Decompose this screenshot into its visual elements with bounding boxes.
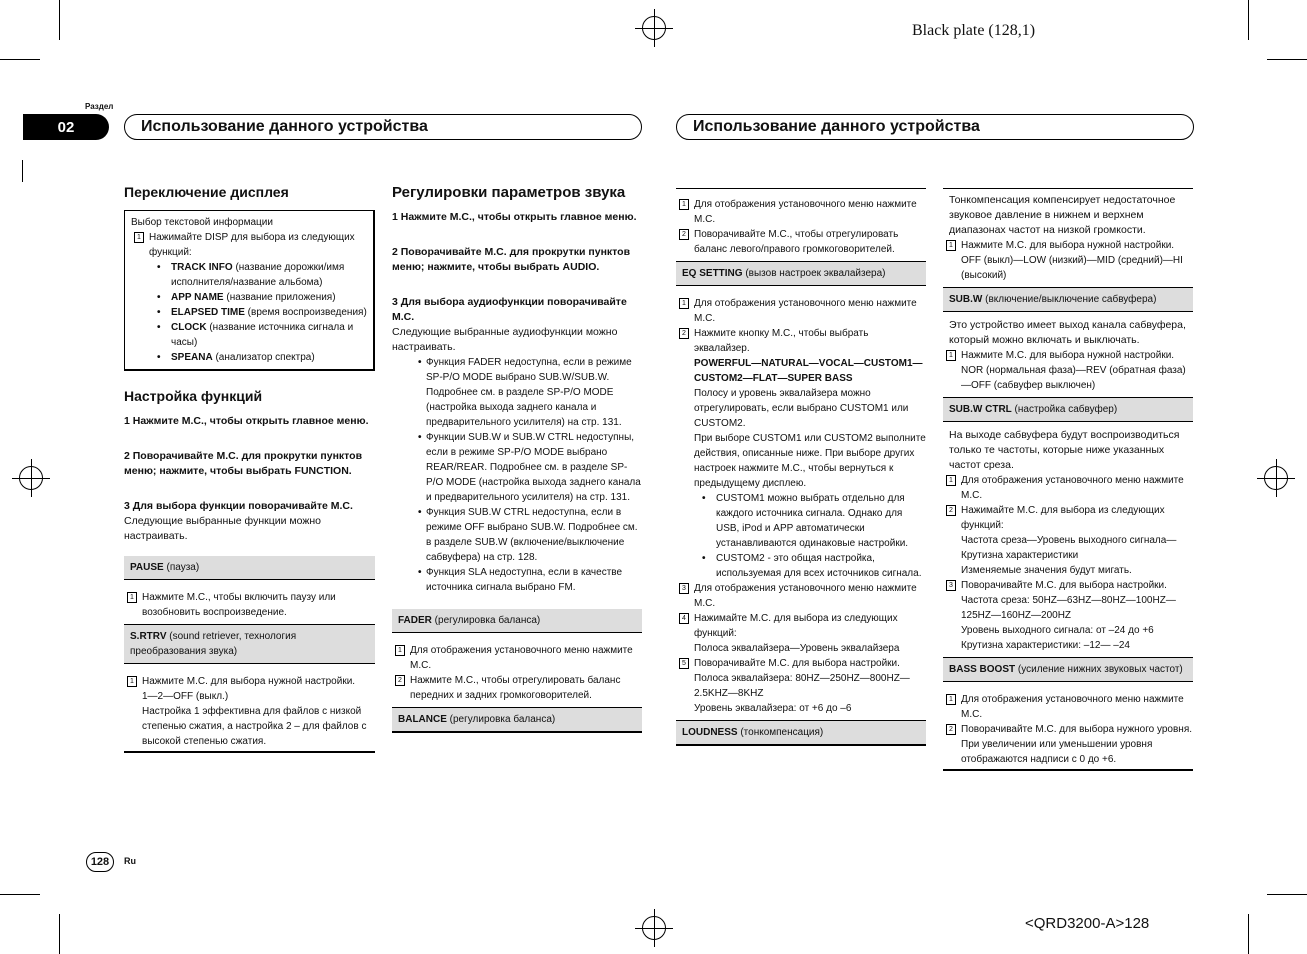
subw-bar: SUB.W (включение/выключение сабвуфера) bbox=[943, 287, 1193, 312]
step-3: 3 Для выбора функции поворачивайте M.C. bbox=[124, 500, 353, 512]
srtrv-values: 1—2—OFF (выкл.) bbox=[142, 691, 229, 702]
srtrv-note: Настройка 1 эффективна для файлов с низкой степенью сжатия, а настройка 2 – для файлов с высокой степенью сжатия. bbox=[124, 704, 375, 753]
list-item: 1 Для отображения установочного меню нажмите M.C. bbox=[676, 197, 926, 227]
subw-values: NOR (нормальная фаза)—REV (обратная фаза)—OFF (сабвуфер выключен) bbox=[961, 365, 1186, 391]
ctrl-2-text: Частота среза—Уровень выходного сигнала—Крутизна характеристики bbox=[961, 535, 1177, 561]
list-item: 3 Поворачивайте M.C. для выбора настройки. bbox=[943, 578, 1193, 593]
bullet-item: • Функция FADER недоступна, если в режиме SP-P/O MODE выбрано SUB.W/SUB.W. Подробнее см. в разделе SP-P/O MODE (настройка выхода заднего канала и предварительного усилителя) на стр. 131. bbox=[392, 355, 642, 430]
bullet-item: • ELAPSED TIME (время воспроизведения) bbox=[131, 305, 367, 320]
list-item: 1 Для отображения установочного меню нажмите M.C. bbox=[676, 296, 926, 326]
list-item: 1 Для отображения установочного меню нажмите M.C. bbox=[392, 643, 642, 673]
step-3-text: Следующие выбранные функции можно настраивать. bbox=[124, 515, 321, 542]
bullet-item: • CUSTOM2 - это общая настройка, используемая для всех источников сигнала. bbox=[676, 551, 926, 581]
list-item: 1 Для отображения установочного меню нажмите M.C. bbox=[943, 692, 1193, 722]
list-item: 1 Нажмите M.C. для выбора нужной настройки. bbox=[943, 238, 1193, 253]
column-4 bbox=[943, 188, 1193, 771]
step-2: 2 Поворачивайте M.C. для прокрутки пунктов меню; нажмите, чтобы выбрать FUNCTION. bbox=[124, 450, 363, 477]
registration-mark-icon bbox=[1264, 466, 1288, 490]
crop-mark bbox=[0, 894, 40, 895]
slope: Крутизна характеристики: –12— –24 bbox=[961, 640, 1130, 651]
bullet-item: • APP NAME (название приложения) bbox=[131, 290, 367, 305]
column-2 bbox=[392, 185, 642, 733]
crop-mark bbox=[1248, 0, 1249, 40]
eq-list: POWERFUL—NATURAL—VOCAL—CUSTOM1—CUSTOM2—FLAT—SUPER BASS bbox=[694, 358, 923, 384]
crop-mark bbox=[1267, 894, 1307, 895]
crop-mark bbox=[1267, 59, 1307, 60]
text-info-box bbox=[124, 210, 375, 371]
heading-display-switch: Переключение дисплея bbox=[124, 184, 289, 200]
section-label: Раздел bbox=[85, 102, 114, 111]
bullet-item: • Функция SLA недоступна, если в качестве источника сигнала выбрано FM. bbox=[392, 565, 642, 595]
list-item: 3 Для отображения установочного меню нажмите M.C. bbox=[676, 581, 926, 611]
bullet-item: • TRACK INFO (название дорожки/имя исполнителя/название альбома) bbox=[131, 260, 367, 290]
list-item: 2 Нажмите M.C., чтобы отрегулировать баланс передних и задних громкоговорителей. bbox=[392, 673, 642, 703]
eq-level: Уровень эквалайзера: от +6 до –6 bbox=[694, 703, 852, 714]
eq-band: Полоса эквалайзера: 80HZ—250HZ—800HZ—2.5KHZ—8KHZ bbox=[694, 673, 910, 699]
plate-label: Black plate (128,1) bbox=[912, 22, 1036, 39]
loudness-values: OFF (выкл)—LOW (низкий)—MID (средний)—HI (высокий) bbox=[961, 255, 1183, 281]
subw-text: Это устройство имеет выход канала сабвуфера, который можно включать и выключать. bbox=[949, 319, 1186, 346]
list-item: 2 Нажимайте M.C. для выбора из следующих функций: bbox=[943, 503, 1193, 533]
bullet-item: • Функции SUB.W и SUB.W CTRL недоступны, если в режиме SP-P/O MODE выбрано REAR/REAR. Подробнее см. в разделе SP-P/O MODE (настройка выхода заднего канала и предварительного усилителя) на стр. 131. bbox=[392, 430, 642, 505]
crop-mark bbox=[59, 0, 60, 40]
page-title-left: Использование данного устройства bbox=[124, 114, 642, 140]
list-item: 1 Нажмите M.C., чтобы включить паузу или возобновить воспроизведение. bbox=[124, 590, 375, 620]
step-1: 1 Нажмите M.C., чтобы открыть главное меню. bbox=[124, 415, 369, 427]
eq-note-2: При выборе CUSTOM1 или CUSTOM2 выполните действия, описанные ниже. При выборе других настроек нажмите M.C., чтобы вернуться к предыдущему дисплею. bbox=[694, 433, 926, 489]
bullet-item: • Функция SUB.W CTRL недоступна, если в режиме OFF выбрано SUB.W. Подробнее см. в разделе SUB.W (включение/выключение сабвуфера) на стр. 128. bbox=[392, 505, 642, 565]
pause-bar: PAUSE (пауза) bbox=[124, 556, 375, 580]
column-3 bbox=[676, 188, 926, 746]
list-item: 5 Поворачивайте M.C. для выбора настройки. bbox=[676, 656, 926, 671]
list-item: 1 Для отображения установочного меню нажмите M.C. bbox=[943, 473, 1193, 503]
registration-mark-icon bbox=[642, 16, 666, 40]
crop-mark bbox=[1248, 914, 1249, 954]
column-1 bbox=[124, 185, 375, 753]
heading-function-setup: Настройка функций bbox=[124, 388, 263, 404]
balance-bar: BALANCE (регулировка баланса) bbox=[392, 707, 642, 733]
crop-mark bbox=[0, 59, 40, 60]
section-number-badge: 02 bbox=[23, 114, 109, 140]
srtrv-bar: S.RTRV (sound retriever, технология преобразования звука) bbox=[124, 624, 375, 664]
step-3: 3 Для выбора аудиофункции поворачивайте M.C. bbox=[392, 296, 627, 323]
step-3-text: Следующие выбранные аудиофункции можно настраивать. bbox=[392, 326, 618, 353]
list-item: 1 Нажмите M.C. для выбора нужной настройки. bbox=[124, 674, 375, 689]
eq-note-1: Полосу и уровень эквалайзера можно отрегулировать, если выбрано CUSTOM1 или CUSTOM2. bbox=[694, 388, 909, 429]
list-item: 4 Нажимайте M.C. для выбора из следующих функций: bbox=[676, 611, 926, 641]
bullet-item: • CUSTOM1 можно выбрать отдельно для каждого источника сигнала. Однако для USB, iPod и APP автоматически устанавливаются одинаковые настройки. bbox=[676, 491, 926, 551]
language-label: Ru bbox=[124, 856, 136, 866]
list-item: 2 Поворачивайте M.C. для выбора нужного уровня. bbox=[943, 722, 1193, 737]
loudness-text: Тонкомпенсация компенсирует недостаточное звуковое давление в нижнем и верхнем диапазонах частот на низкой громкости. bbox=[949, 194, 1176, 236]
eq-4-text: Полоса эквалайзера—Уровень эквалайзера bbox=[694, 643, 900, 654]
bass-boost-bar: BASS BOOST (усиление нижних звуковых частот) bbox=[943, 657, 1193, 682]
bullet-item: • SPEANA (анализатор спектра) bbox=[131, 350, 367, 365]
page-number: 128 bbox=[86, 852, 114, 872]
subw-ctrl-text: На выходе сабвуфера будут воспроизводиться только те частоты, которые ниже указанных частот среза. bbox=[949, 429, 1180, 471]
step-1: 1 Нажмите M.C., чтобы открыть главное меню. bbox=[392, 211, 637, 223]
output-level: Уровень выходного сигнала: от –24 до +6 bbox=[961, 625, 1154, 636]
step-2: 2 Поворачивайте M.C. для прокрутки пунктов меню; нажмите, чтобы выбрать AUDIO. bbox=[392, 246, 631, 273]
list-item: 1 Нажмите M.C. для выбора нужной настройки. bbox=[943, 348, 1193, 363]
subw-ctrl-bar: SUB.W CTRL (настройка сабвуфер) bbox=[943, 397, 1193, 422]
bass-2-text: При увеличении или уменьшении уровня отображаются надписи с 0 до +6. bbox=[943, 737, 1193, 771]
list-item: 2 Нажмите кнопку M.C., чтобы выбрать эквалайзер. bbox=[676, 326, 926, 356]
box-title: Выбор текстовой информации bbox=[131, 217, 273, 228]
bullet-item: • CLOCK (название источника сигнала и часы) bbox=[131, 320, 367, 350]
list-item: 1 Нажимайте DISP для выбора из следующих функций: bbox=[131, 230, 367, 260]
crop-mark bbox=[22, 160, 23, 182]
fader-bar: FADER (регулировка баланса) bbox=[392, 609, 642, 633]
list-item: 2 Поворачивайте M.C., чтобы отрегулировать баланс левого/правого громкоговорителей. bbox=[676, 227, 926, 257]
eq-setting-bar: EQ SETTING (вызов настроек эквалайзера) bbox=[676, 261, 926, 286]
loudness-bar: LOUDNESS (тонкомпенсация) bbox=[676, 720, 926, 746]
ctrl-2-note: Изменяемые значения будут мигать. bbox=[961, 565, 1132, 576]
page-title-right: Использование данного устройства bbox=[676, 114, 1194, 140]
cutoff-frequency: Частота среза: 50HZ—63HZ—80HZ—100HZ—125HZ—160HZ—200HZ bbox=[961, 595, 1176, 621]
registration-mark-icon bbox=[642, 916, 666, 940]
document-code: <QRD3200-A>128 bbox=[1025, 915, 1150, 932]
crop-mark bbox=[59, 914, 60, 954]
registration-mark-icon bbox=[19, 466, 43, 490]
heading-sound-settings: Регулировки параметров звука bbox=[392, 184, 626, 201]
